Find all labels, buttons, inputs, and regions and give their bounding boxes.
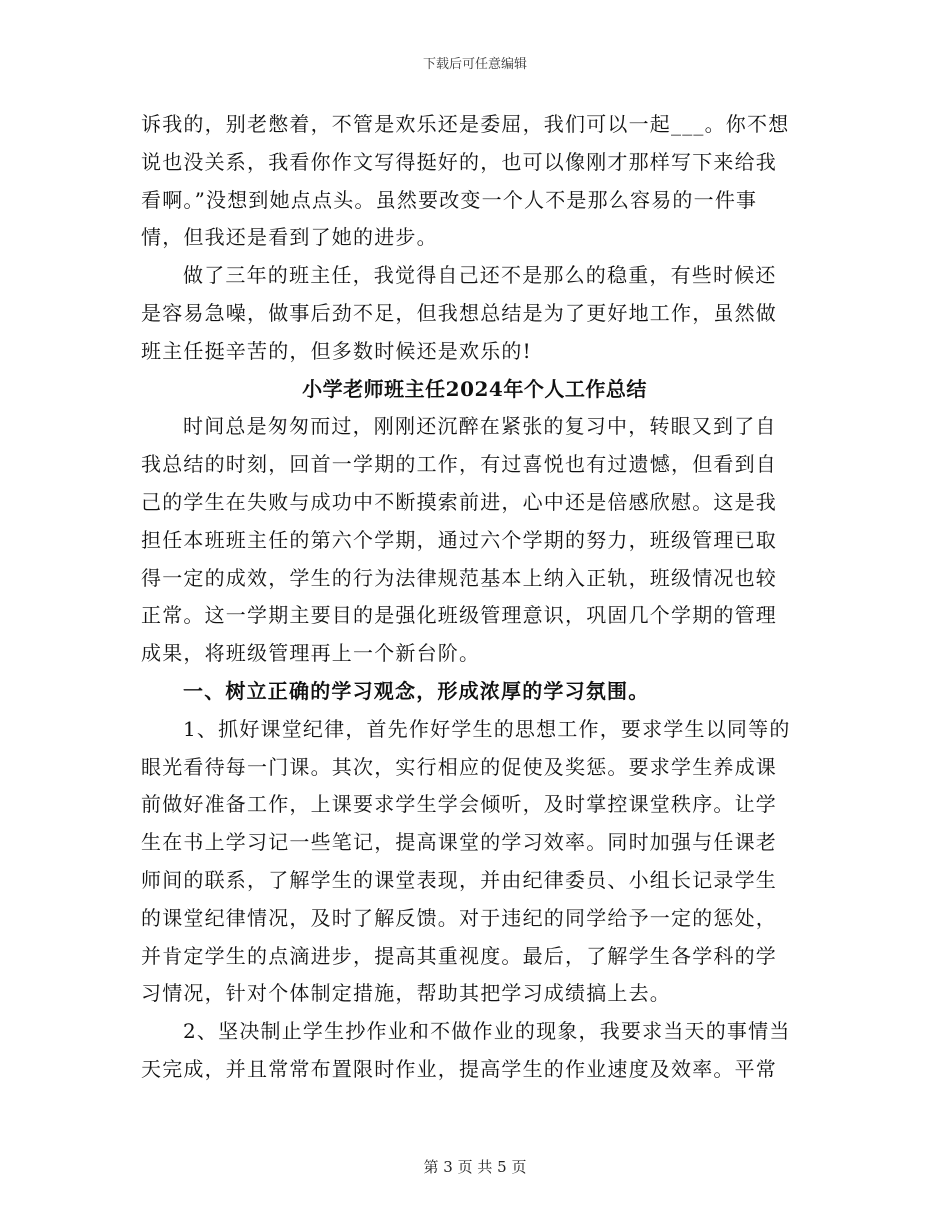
paragraph-line: 1、抓好课堂纪律，首先作好学生的思想工作，要求学生以同等的	[183, 716, 791, 741]
paragraph-line: 班主任挺辛苦的，但多数时候还是欢乐的!	[141, 338, 532, 363]
paragraph-line: 情，但我还是看到了她的进步。	[141, 225, 438, 250]
paragraph-line: 并肯定学生的点滴进步，提高其重视度。最后，了解学生各学科的学	[141, 943, 777, 968]
paragraph-line: 说也没关系，我看你作文写得挺好的，也可以像刚才那样写下来给我	[141, 149, 777, 174]
paragraph-line: 眼光看待每一门课。其次，实行相应的促使及奖惩。要求学生养成课	[141, 754, 777, 779]
paragraph-line: 生在书上学习记一些笔记，提高课堂的学习效率。同时加强与任课老	[141, 830, 777, 855]
paragraph-line: 我总结的时刻，回首一学期的工作，有过喜悦也有过遗憾，但看到自	[141, 452, 777, 477]
paragraph-line: 成果，将班级管理再上一个新台阶。	[141, 641, 481, 666]
paragraph-line: 看啊。”没想到她点点头。虽然要改变一个人不是那么容易的一件事	[141, 187, 758, 212]
page-number: 第 3 页 共 5 页	[423, 1158, 527, 1176]
paragraph-line: 担任本班班主任的第六个学期，通过六个学期的努力，班级管理已取	[141, 527, 777, 552]
paragraph-line: 诉我的，别老憋着，不管是欢乐还是委屈，我们可以一起___。你不想	[141, 112, 790, 136]
section-heading: 一、树立正确的学习观念，形成浓厚的学习氛围。	[183, 678, 650, 703]
paragraph-line: 时间总是匆匆而过，刚刚还沉醉在紧张的复习中，转眼又到了自	[183, 414, 777, 439]
paragraph-line: 习情况，针对个体制定措施，帮助其把学习成绩搞上去。	[141, 981, 671, 1006]
paragraph-line: 天完成，并且常常布置限时作业，提高学生的作业速度及效率。平常	[141, 1056, 777, 1081]
paragraph-line: 得一定的成效，学生的行为法律规范基本上纳入正轨，班级情况也较	[141, 565, 777, 590]
page-header: 下载后可任意编辑	[422, 57, 527, 72]
paragraph-line: 2、坚决制止学生抄作业和不做作业的现象，我要求当天的事情当	[183, 1019, 791, 1044]
paragraph-line: 的课堂纪律情况，及时了解反馈。对于违纪的同学给予一定的惩处，	[141, 905, 777, 930]
paragraph-line: 做了三年的班主任，我觉得自己还不是那么的稳重，有些时候还	[183, 263, 777, 288]
paragraph-line: 师间的联系，了解学生的课堂表现，并由纪律委员、小组长记录学生	[141, 867, 777, 892]
paragraph-line: 是容易急噪，做事后劲不足，但我想总结是为了更好地工作，虽然做	[141, 300, 777, 325]
paragraph-line: 前做好准备工作，上课要求学生学会倾听，及时掌控课堂秩序。让学	[141, 792, 777, 817]
paragraph-line: 己的学生在失败与成功中不断摸索前进，心中还是倍感欣慰。这是我	[141, 489, 777, 514]
document-title: 小学老师班主任2024年个人工作总结	[302, 376, 647, 401]
document-body	[141, 106, 808, 1089]
paragraph-line: 正常。这一学期主要目的是强化班级管理意识，巩固几个学期的管理	[141, 603, 777, 628]
